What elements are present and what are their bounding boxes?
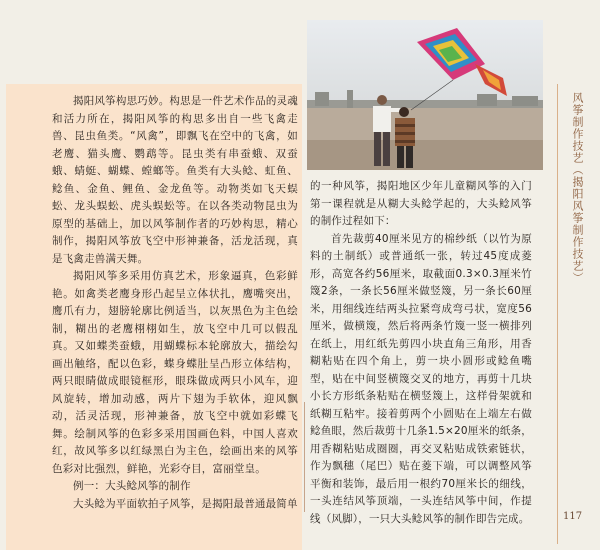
left-column-text: [52, 93, 298, 513]
running-title: 风筝制作技艺（揭阳风筝制作技艺）: [571, 92, 584, 284]
paragraph-concept: 揭阳风筝构思巧妙。构思是一件艺术作品的灵魂和活力所在，揭阳风筝的构思多出自一些飞禽走兽、昆虫鱼类。“风禽”，即飘飞在空中的飞禽，如老鹰、猫头鹰、鹦鹉等。昆虫类有串蚕蛾、双蚕蛾、蜻蜓、蝴蝶、螳螂等。鱼类有大头鲶、虹鱼、鲶鱼、金鱼、鲤鱼、金龙鱼等。动物类如飞天蜈蚣、龙头蜈蚣、虎头蜈蚣等。在以各类动物昆虫为原型的基础上，加以风筝制作者的巧妙构思，精心制作，揭阳风筝放飞空中形神兼备，活龙活现，真是飞禽走兽满天舞。: [52, 95, 298, 265]
kite-photo: [307, 20, 543, 170]
paragraph-example-start: 大头鲶为平面软拍子风筝，是揭阳最普通最简单: [73, 497, 298, 510]
paragraph-procedure: 首先裁剪40厘米见方的棉纱纸（以竹为原料的土制纸）或普通纸一张，转过45度成菱形，高宽各约56厘米，取截面0.3×0.3厘米竹篾2条，一条长56厘米做竖篾，另一条长60厘米，用细线连结两头拉紧弯成弯弓状，宽度56厘米，做横篾，然后将两条竹篾一竖一横排列在纸上，用红纸先剪四小块直角三角形，用香糊粘贴在四个角上，剪一块小圆形或鲶鱼嘴型，贴在中间竖横篾交叉的地方，再剪十几块小长方形纸条粘贴在横竖篾上，这样骨架就和纸糊互粘牢。接着剪两个小圆贴在上端左右做鲶鱼眼，然后裁剪十几条1.5×20厘米的纸条，用香糊粘贴成圈圈，再交叉粘贴成铁索链状，作为飘穗（尾巴）贴在菱下端，可以调整风筝平衡和装饰，最后用一根约70厘米长的细线，一头连结风筝顶端，一头连结风筝中间，作提线（风脚），一只大头鲶风筝的制作即告完成。: [310, 232, 532, 525]
right-column-text: [310, 178, 532, 528]
paragraph-continuation: 的一种风筝，揭阳地区少年儿童糊风筝的入门第一课程就是从糊大头鲶学起的，大头鲶风筝的制作过程如下：: [310, 180, 532, 227]
paragraph-realism: 揭阳风筝多采用仿真艺术，形象逼真，色彩鲜艳。如禽类老鹰身形凸起呈立体状扎，鹰嘴突出，鹰爪有力，翅膀轮廓比例适当，以灰黑色为主色绘制，糊出的老鹰栩栩如生，放飞空中几可以假乱真。又如蝶类蚕蛾，用蝴蝶标本轮廓放大，描绘勾画出触络，配以色彩，蝶身蝶肚呈凸形立体结构，两只眼睛做成眼镜框形，眼珠做成两只小风车，迎风旋转，增加动感，两片下翅为手软体，迎风飘动，活灵活现，形神兼备，放飞空中就如彩蝶飞舞。绘制风筝的色彩多采用国画色料，中国人喜欢红，故风筝多以红绿黑白为主色，绘画出来的风筝色彩对比强烈，鲜艳，光彩夺目，富丽堂皇。: [52, 270, 298, 475]
column-divider: [304, 402, 305, 512]
example-heading: 例一：大头鲶风筝的制作: [73, 480, 191, 492]
page-number: 117: [563, 511, 583, 522]
margin-rule: [557, 84, 558, 544]
photo-illustration: [307, 20, 543, 170]
